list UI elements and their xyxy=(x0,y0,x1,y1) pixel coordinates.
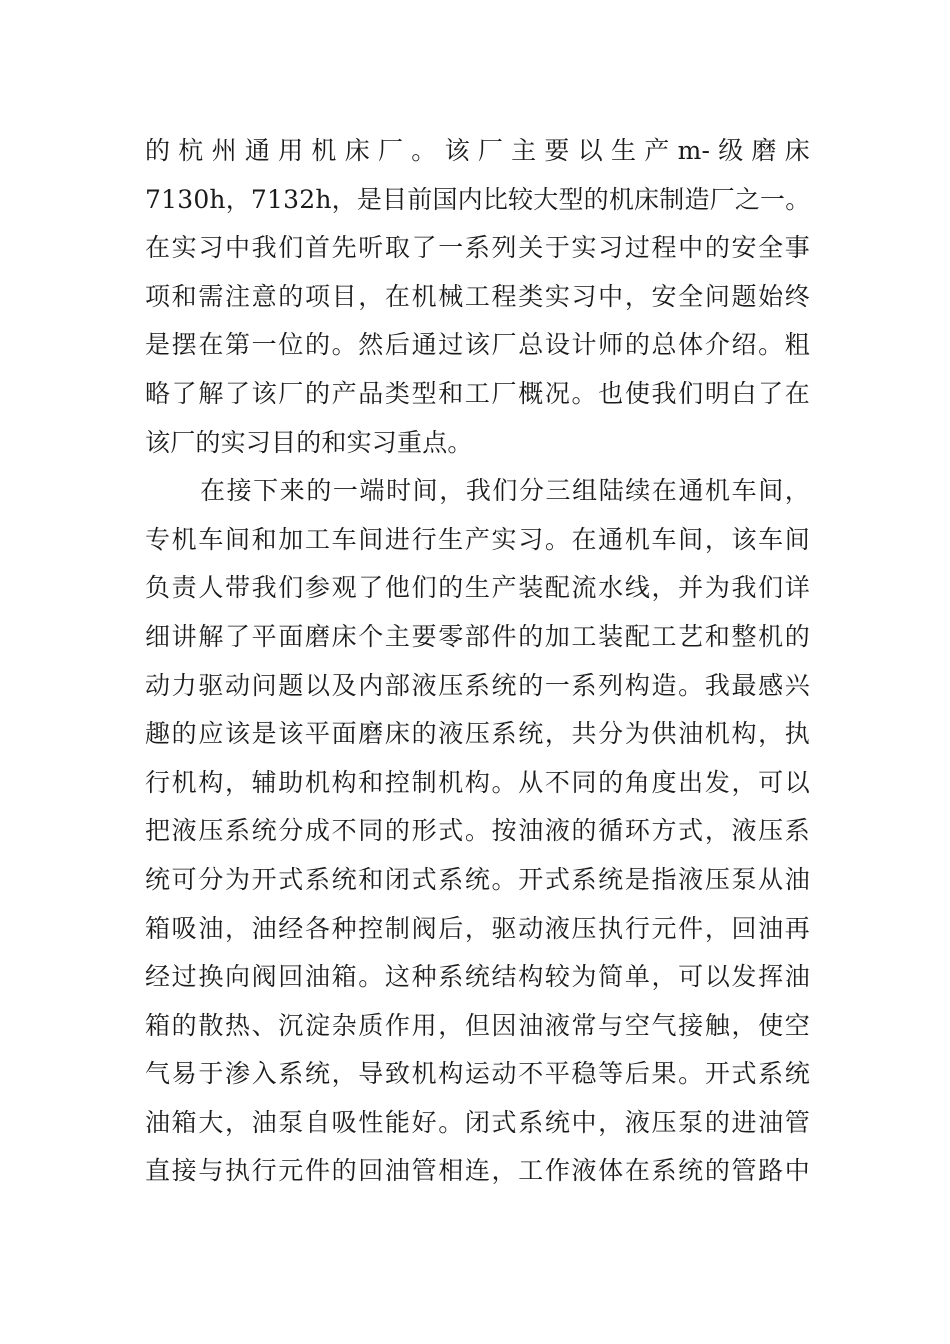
text-line: 箱的散热、沉淀杂质作用，但因油液常与空气接触，使空 xyxy=(145,1010,810,1040)
text-line: 动力驱动问题以及内部液压系统的一系列构造。我最感兴 xyxy=(145,670,810,700)
text-line: 是摆在第一位的。然后通过该厂总设计师的总体介绍。粗 xyxy=(145,330,810,360)
text-line: 略了解了该厂的产品类型和工厂概况。也使我们明白了在 xyxy=(145,378,810,408)
text-line: 趣的应该是该平面磨床的液压系统，共分为供油机构，执 xyxy=(145,719,810,749)
text-line: 箱吸油，油经各种控制阀后，驱动液压执行元件，回油再 xyxy=(145,913,810,943)
text-line: 直接与执行元件的回油管相连，工作液体在系统的管路中 xyxy=(145,1156,810,1186)
paragraph-1 xyxy=(145,127,810,467)
paragraph-2 xyxy=(145,467,810,1196)
text-line: 行机构，辅助机构和控制机构。从不同的角度出发，可以 xyxy=(145,767,810,797)
text-line: 7130h，7132h，是目前国内比较大型的机床制造厂之一。 xyxy=(145,184,810,214)
document-body xyxy=(145,127,810,1196)
text-line: 该厂的实习目的和实习重点。 xyxy=(145,427,473,457)
text-line: 在接下来的一端时间，我们分三组陆续在通机车间， xyxy=(200,476,810,506)
text-line: 气易于渗入系统，导致机构运动不平稳等后果。开式系统 xyxy=(145,1059,810,1089)
text-line: 把液压系统分成不同的形式。按油液的循环方式，液压系 xyxy=(145,816,810,846)
text-line: 统可分为开式系统和闭式系统。开式系统是指液压泵从油 xyxy=(145,864,810,894)
text-line: 在实习中我们首先听取了一系列关于实习过程中的安全事 xyxy=(145,233,810,263)
text-line: 项和需注意的项目，在机械工程类实习中，安全问题始终 xyxy=(145,281,810,311)
text-line: 专机车间和加工车间进行生产实习。在通机车间，该车间 xyxy=(145,524,810,554)
text-line: 经过换向阀回油箱。这种系统结构较为简单，可以发挥油 xyxy=(145,962,810,992)
text-line: 细讲解了平面磨床个主要零部件的加工装配工艺和整机的 xyxy=(145,621,810,651)
text-line: 负责人带我们参观了他们的生产装配流水线，并为我们详 xyxy=(145,573,810,603)
text-line: 油箱大，油泵自吸性能好。闭式系统中，液压泵的进油管 xyxy=(145,1107,810,1137)
text-line: 的杭州通用机床厂。该厂主要以生产m-级磨床 xyxy=(145,136,810,165)
